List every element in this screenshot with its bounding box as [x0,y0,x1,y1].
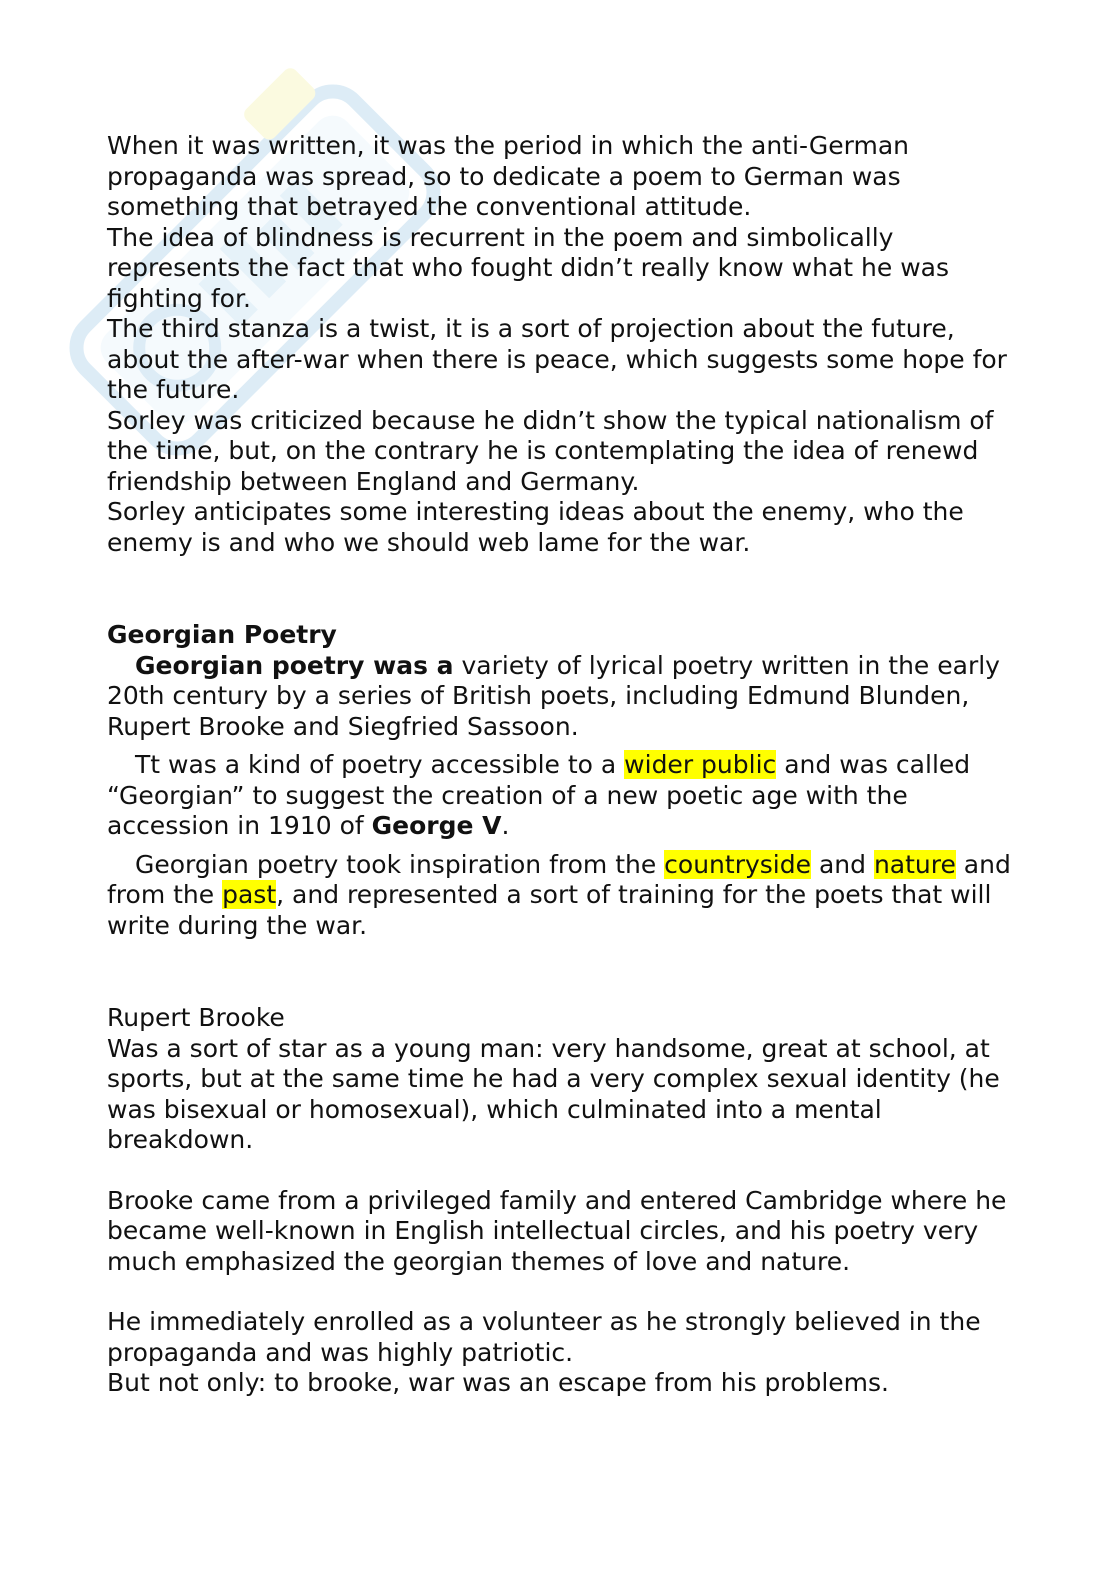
brooke-paragraph-3: He immediately enrolled as a volunteer as he strongly believed in the propaganda and was highly patriotic. [107,1307,981,1367]
intro-paragraph-4: Sorley was criticized because he didn’t show the typical nationalism of the time, but, on the contrary he is contemplating the idea of renewd friendship between England and Germany. [107,405,994,496]
highlight-wider-public: wider public [624,750,777,779]
bullet-1-bold: Georgian poetry was a [135,650,454,680]
highlight-countryside: countryside [664,849,811,879]
intro-paragraph-1: When it was written, it was the period in which the anti-German propaganda was spread, so to dedicate a poem to German was something that betrayed the conventional attitude. [107,131,910,221]
intro-paragraph-2: The idea of blindness is recurrent in the poem and simbolically represents the fact that who fought didn’t really know what he was fighting for. [107,222,949,313]
georgian-bullet-1 [107,651,1017,743]
intro-paragraph-5: Sorley anticipates some interesting ideas about the enemy, who the enemy is and who we should web lame for the war. [107,497,964,557]
brooke-paragraph-4: But not only: to brooke, war was an escape from his problems. [107,1368,889,1397]
georgian-bullet-2: Tt was a kind of poetry accessible to a wider public and was called “Georgian” to suggest the creation of a new poetic age with the accession in 1910 of George V. [107,750,971,840]
intro-paragraph-3: The third stanza is a twist, it is a sort of projection about the future, about the after-war when there is peace, which suggests some hope for the future. [107,314,1007,404]
highlight-nature: nature [873,849,956,879]
brooke-heading: Rupert Brooke [107,1003,285,1032]
bold-george-v: George V [371,811,502,840]
brooke-paragraph-2: Brooke came from a privileged family and entered Cambridge where he became well-known in English intellectual circles, and his poetry very much emphasized the georgian themes of love and nature. [107,1185,1007,1276]
brooke-paragraph-1: Was a sort of star as a young man: very handsome, great at school, at sports, but at the same time he had a very complex sexual identity (he was bisexual or homosexual), which culminated into a mental breakdown. [107,1033,1000,1154]
bullet-1-text: variety of lyrical poetry written in the early 20th century by a series of British poets, including Edmund Blunden, Rupert Brooke and Siegfried Sassoon. [107,650,1000,741]
georgian-bullet-3: Georgian poetry took inspiration from the countryside and nature and from the past, and represented a sort of training for the poets that will write during the war. [107,849,1011,940]
highlight-past: past [222,880,277,909]
georgian-heading: Georgian Poetry [107,620,337,649]
document-body [107,131,1017,1399]
